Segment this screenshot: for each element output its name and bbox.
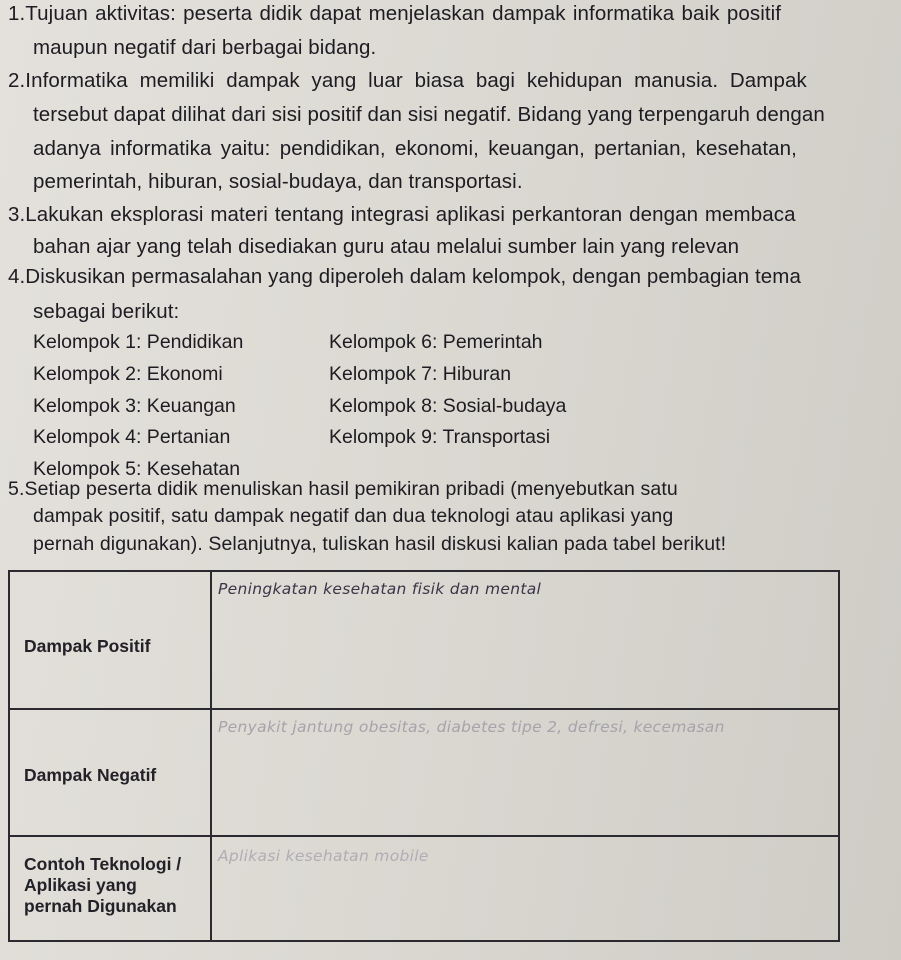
answer-table: [8, 570, 840, 942]
answer-technology[interactable]: Aplikasi kesehatan mobile: [218, 847, 429, 865]
table-row-positive: [10, 572, 838, 710]
table-row-negative: [10, 710, 838, 837]
row-label-positive: Dampak Positif: [24, 636, 151, 656]
group-item: Kelompok 2: Ekonomi: [33, 363, 223, 385]
group-item: Kelompok 5: Kesehatan: [33, 458, 241, 480]
instruction-2-line-2: tersebut dapat dilihat dari sisi positif dan sisi negatif. Bidang yang terpengaruh dengan: [33, 103, 825, 126]
group-item: Kelompok 7: Hiburan: [329, 363, 512, 385]
instruction-2-line-4: pemerintah, hiburan, sosial-budaya, dan transportasi.: [33, 170, 523, 193]
group-item: Kelompok 3: Keuangan: [33, 395, 236, 417]
instruction-2-line-1: 2.Informatika memiliki dampak yang luar biasa bagi kehidupan manusia. Dampak: [8, 69, 807, 92]
instruction-4-line-2: sebagai berikut:: [33, 300, 180, 323]
instruction-3-line-1: 3.Lakukan eksplorasi materi tentang integrasi aplikasi perkantoran dengan membaca: [8, 203, 796, 226]
instruction-1-line-1: 1.Tujuan aktivitas: peserta didik dapat menjelaskan dampak informatika baik positif: [8, 2, 782, 25]
group-item: Kelompok 6: Pemerintah: [329, 331, 543, 353]
instruction-1-line-2: maupun negatif dari berbagai bidang.: [33, 36, 377, 59]
row-label-technology: Contoh Teknologi / Aplikasi yang pernah Digunakan: [24, 854, 182, 916]
group-item: Kelompok 4: Pertanian: [33, 426, 231, 448]
group-item: Kelompok 9: Transportasi: [329, 426, 551, 448]
answer-negative[interactable]: Penyakit jantung obesitas, diabetes tipe 2, defresi, kecemasan: [218, 718, 725, 736]
group-item: Kelompok 1: Pendidikan: [33, 331, 244, 353]
instruction-3-line-2: bahan ajar yang telah disediakan guru atau melalui sumber lain yang relevan: [33, 235, 740, 258]
instruction-5-line-3: pernah digunakan). Selanjutnya, tuliskan hasil diskusi kalian pada tabel berikut!: [33, 533, 727, 555]
instruction-4-line-1: 4.Diskusikan permasalahan yang diperoleh dalam kelompok, dengan pembagian tema: [8, 265, 801, 288]
instruction-5-line-2: dampak positif, satu dampak negatif dan dua teknologi atau aplikasi yang: [33, 505, 674, 527]
table-row-technology: [10, 837, 838, 942]
instruction-5-line-1: 5.Setiap peserta didik menuliskan hasil pemikiran pribadi (menyebutkan satu: [8, 478, 678, 500]
answer-positive[interactable]: Peningkatan kesehatan fisik dan mental: [218, 580, 542, 598]
group-item: Kelompok 8: Sosial-budaya: [329, 395, 567, 417]
row-label-negative: Dampak Negatif: [24, 765, 157, 785]
instruction-2-line-3: adanya informatika yaitu: pendidikan, ekonomi, keuangan, pertanian, kesehatan,: [33, 137, 797, 160]
